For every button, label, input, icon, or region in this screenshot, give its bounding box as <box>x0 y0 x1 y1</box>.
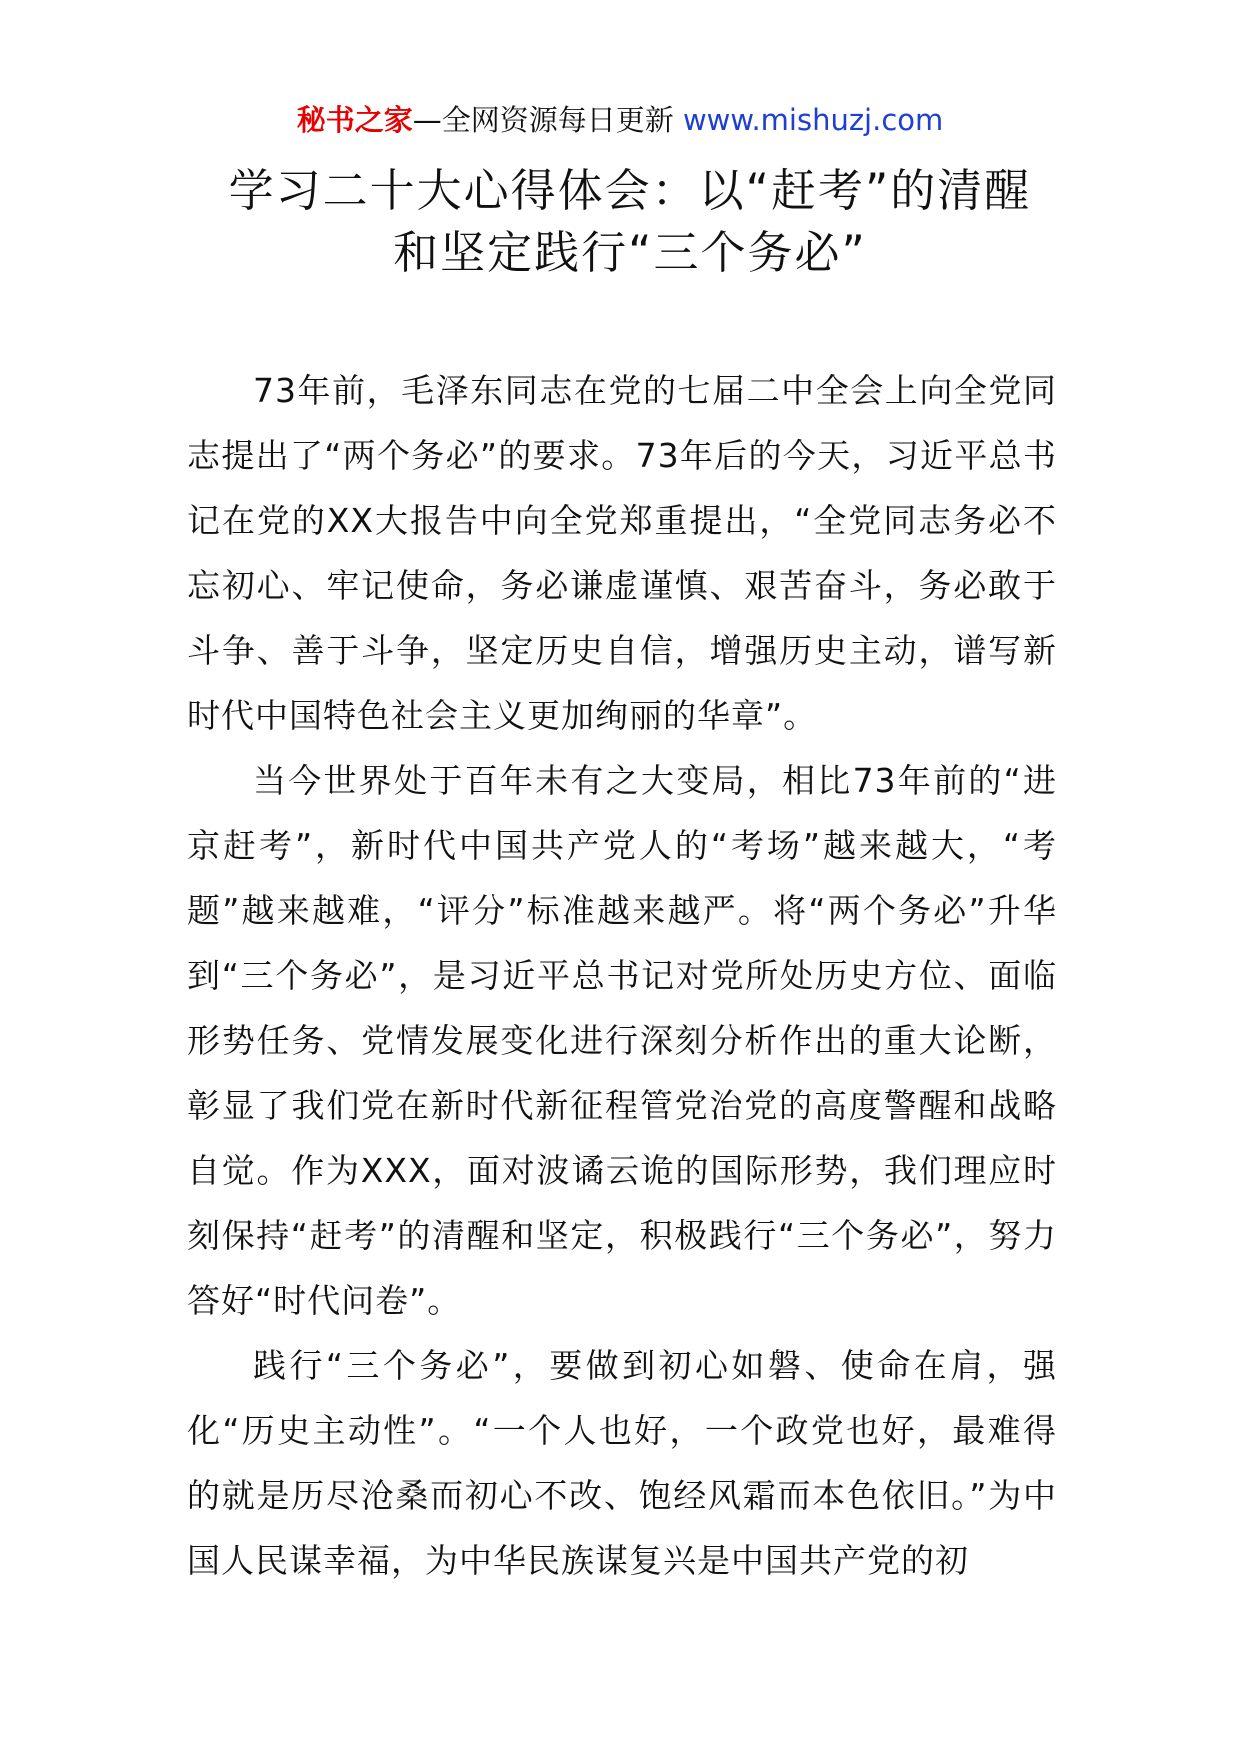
site-header <box>0 100 1240 140</box>
document-body <box>187 358 1057 1593</box>
document-title-line-1: 学习二十大心得体会：以“赶考”的清醒 <box>228 164 1032 217</box>
body-paragraph-1: 73年前，毛泽东同志在党的七届二中全会上向全党同志提出了“两个务必”的要求。73年后的今天，习近平总书记在党的XX大报告中向全党郑重提出，“全党同志务必不忘初心、牢记使命，务必谦虚谨慎、艰苦奋斗，务必敢于斗争、善于斗争，坚定历史自信，增强历史主动，谱写新时代中国特色社会主义更加绚丽的华章”。 <box>187 371 1057 735</box>
body-paragraph-3: 践行“三个务必”，要做到初心如磐、使命在肩，强化“历史主动性”。“一个人也好，一个政党也好，最难得的就是历尽沧桑而初心不改、饱经风霜而本色依旧。”为中国人民谋幸福，为中华民族谋复兴是中国共产党的初 <box>187 1346 1057 1580</box>
document-title <box>190 160 1070 284</box>
site-url-link[interactable]: www.mishuzj.com <box>682 103 944 137</box>
document-title-line-2: 和坚定践行“三个务必” <box>393 226 867 279</box>
body-paragraph-2: 当今世界处于百年未有之大变局，相比73年前的“进京赶考”，新时代中国共产党人的“考场”越来越大，“考题”越来越难，“评分”标准越来越严。将“两个务必”升华到“三个务必”，是习近平总书记对党所处历史方位、面临形势任务、党情发展变化进行深刻分析作出的重大论断，彰显了我们党在新时代新征程管党治党的高度警醒和战略自觉。作为XXX，面对波谲云诡的国际形势，我们理应时刻保持“赶考”的清醒和坚定，积极践行“三个务必”，努力答好“时代问卷”。 <box>187 761 1057 1320</box>
site-tagline: —全网资源每日更新 <box>412 103 683 137</box>
site-brand: 秘书之家 <box>296 103 413 137</box>
